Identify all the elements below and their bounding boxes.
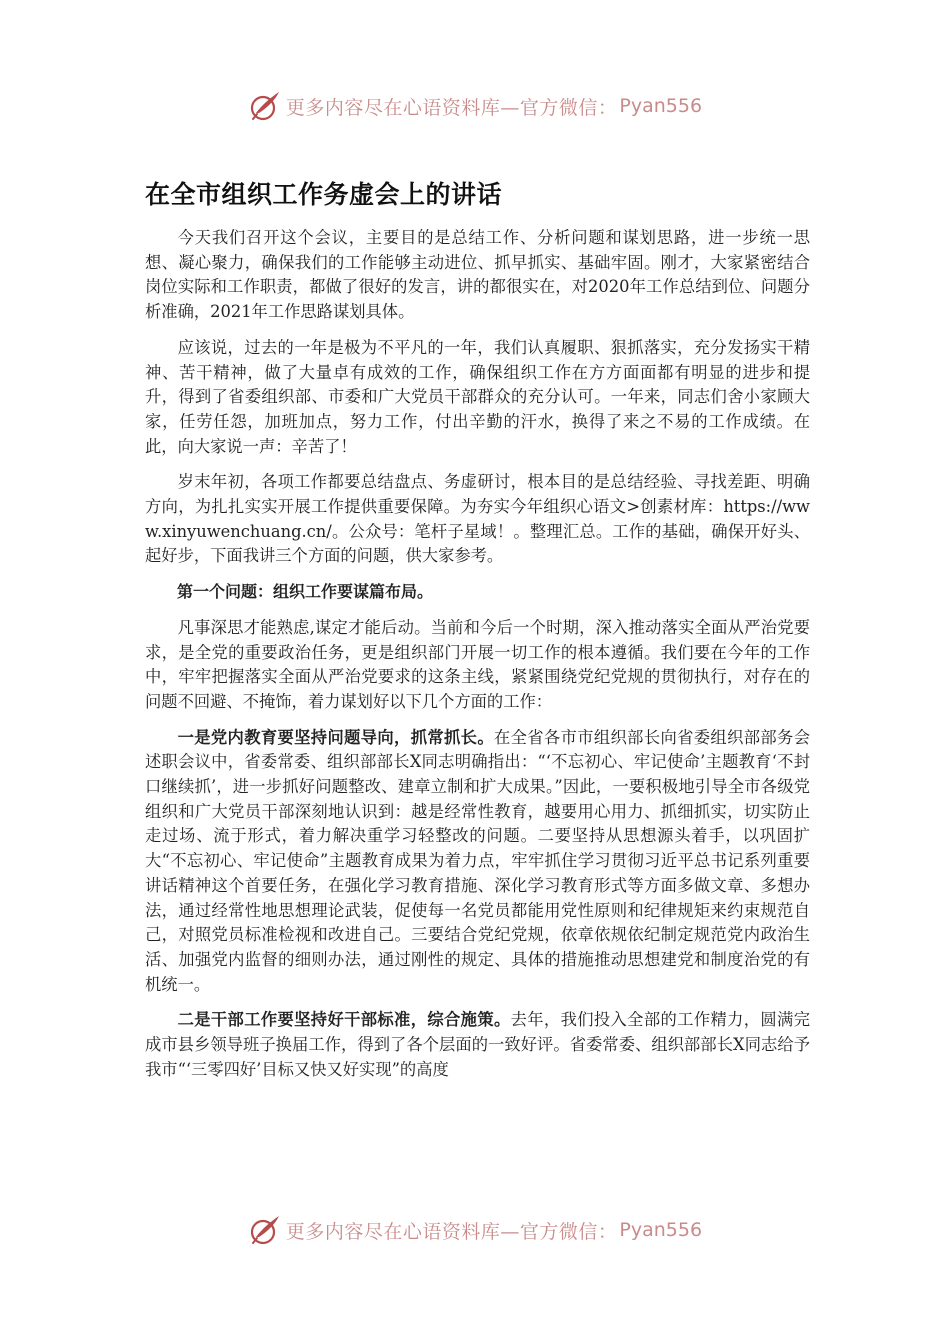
- paragraph-purpose: 岁末年初，各项工作都要总结盘点、务虚研讨，根本目的是总结经验、寻找差距、明确方向，为扎扎实实开展工作提供重要保障。为夯实今年组织心语文>创素材库：https://www.xinyuwenchuang.cn/。公众号：笔杆子星域！。整理汇总。工作的基础，确保开好头、起好步，下面我讲三个方面的问题，供大家参考。: [145, 472, 810, 566]
- paragraph-lead-1: 一是党内教育要坚持问题导向，抓常抓长。: [177, 727, 494, 747]
- document-title: 在全市组织工作务虚会上的讲话: [145, 180, 503, 209]
- section-heading-1: 第一个问题：组织工作要谋篇布局。: [177, 582, 434, 602]
- paragraph-review: 应该说，过去的一年是极为不平凡的一年，我们认真履职、狠抓落实，充分发扬实干精神、苦干精神，做了大量卓有成效的工作，确保组织工作在方方面面都有明显的进步和提升，得到了省委组织部、市委和广大党员干部群众的充分认可。一年来，同志们舍小家顾大家，任劳任怨，加班加点，努力工作，付出辛勤的汗水，换得了来之不易的工作成绩。在此，向大家说一声：辛苦了！: [145, 337, 810, 456]
- paragraph-body-2: 去年，我们投入全部的工作精力，圆满完成市县乡领导班子换届工作，得到了各个层面的一致好评。省委常委、组织部部长X同志给予我市“‘三零四好’目标又快又好实现”的高度: [145, 1010, 810, 1079]
- watermark-banner-top: [0, 86, 950, 126]
- document-body: [145, 170, 810, 1094]
- feather-pen-logo-icon: [248, 1213, 282, 1247]
- paragraph-lead-2: 二是干部工作要坚持好干部标准，综合施策。: [177, 1010, 511, 1030]
- watermark-wechat-id: Pyan556: [619, 1219, 703, 1241]
- paragraph-party-education: [145, 726, 810, 998]
- watermark-text: 更多内容尽在心语资料库—官方微信：: [285, 1220, 618, 1243]
- paragraph-cadre-work: [145, 1008, 810, 1082]
- watermark-text: 更多内容尽在心语资料库—官方微信：: [285, 96, 618, 119]
- feather-pen-logo-icon: [248, 89, 282, 123]
- paragraph-body-1: 在全省各市市组织部长向省委组织部部务会述职会议中，省委常委、组织部部长X同志明确指出：“‘不忘初心、牢记使命’主题教育‘不封口继续抓’，进一步抓好问题整改、建章立制和扩大成果。”因此，一要积极地引导全市各级党组织和广大党员干部深刻地认识到：越是经常性教育，越要用心用力、抓细抓实，切实防止走过场、流于形式，着力解决重学习轻整改的问题。二要坚持从思想源头着手，以巩固扩大“不忘初心、牢记使命”主题教育成果为着力点，牢牢抓住学习贯彻习近平总书记系列重要讲话精神这个首要任务，在强化学习教育措施、深化学习教育形式等方面多做文章、多想办法，通过经常性地思想理论武装，促使每一名党员都能用党性原则和纪律规矩来约束规范自己，对照党员标准检视和改进自己。三要结合党纪党规，依章依规依纪制定规范党内政治生活、加强党内监督的细则办法，通过刚性的规定、具体的措施推动思想建党和制度治党的有机统一。: [145, 727, 810, 994]
- paragraph-section1-intro: 凡事深思才能熟虑,谋定才能后动。当前和今后一个时期，深入推动落实全面从严治党要求，是全党的重要政治任务，更是组织部门开展一切工作的根本遵循。我们要在今年的工作中，牢牢把握落实全面从严治党要求的这条主线，紧紧围绕党纪党规的贯彻执行，对存在的问题不回避、不掩饰，着力谋划好以下几个方面的工作：: [145, 617, 810, 711]
- paragraph-intro: 今天我们召开这个会议，主要目的是总结工作、分析问题和谋划思路，进一步统一思想、凝心聚力，确保我们的工作能够主动进位、抓早抓实、基础牢固。刚才，大家紧密结合岗位实际和工作职责，都做了很好的发言，讲的都很实在，对2020年工作总结到位、问题分析准确，2021年工作思路谋划具体。: [145, 228, 810, 322]
- watermark-wechat-id: Pyan556: [619, 95, 703, 117]
- watermark-banner-bottom: [0, 1210, 950, 1250]
